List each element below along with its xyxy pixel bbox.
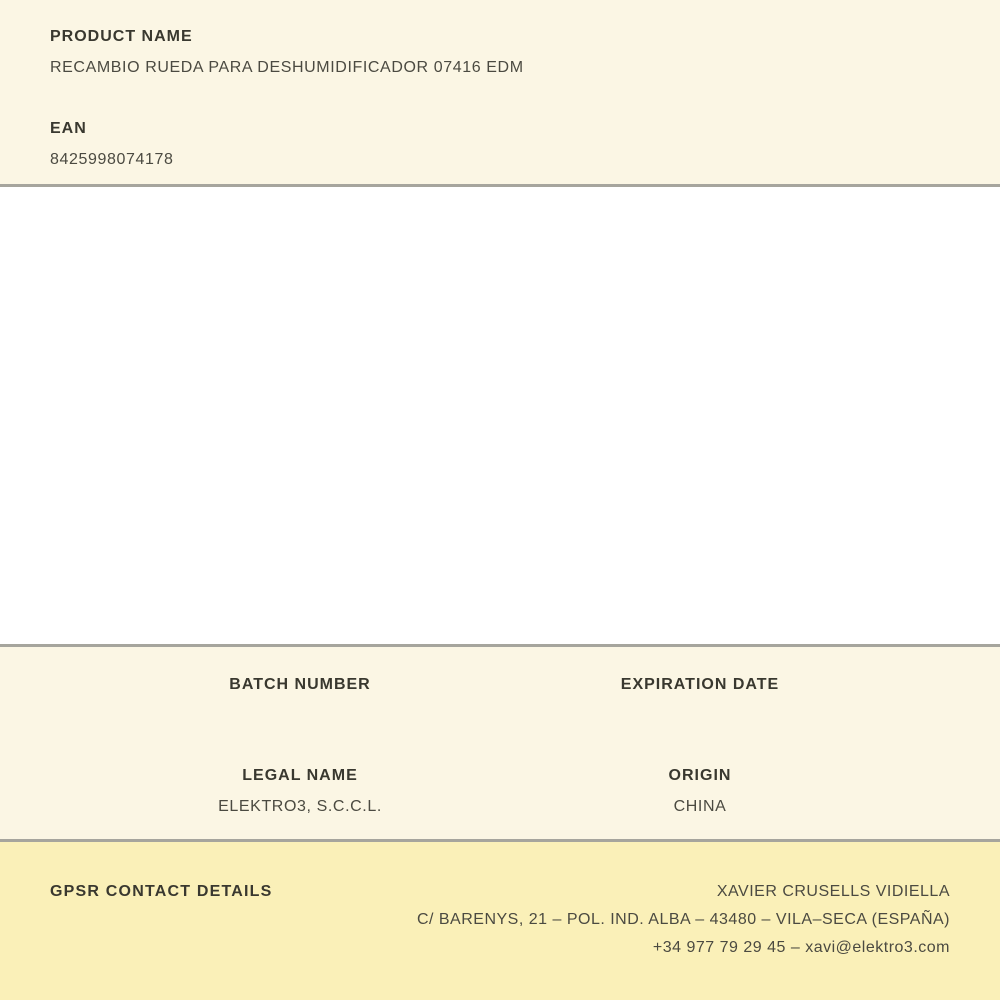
blank-content-area <box>0 187 1000 647</box>
ean-field <box>50 120 950 168</box>
batch-number-label: BATCH NUMBER <box>229 676 371 693</box>
expiration-date-label: EXPIRATION DATE <box>620 676 780 693</box>
contact-name: XAVIER CRUSELLS VIDIELLA <box>716 883 950 900</box>
ean-value: 8425998074178 <box>50 151 174 168</box>
product-header-section <box>0 0 1000 187</box>
product-name-label: PRODUCT NAME <box>50 28 193 45</box>
origin-label: ORIGIN <box>668 767 732 784</box>
expiration-date-field <box>500 676 900 724</box>
gpsr-contact-block <box>417 878 950 962</box>
expiration-date-value <box>500 707 900 724</box>
product-name-value: RECAMBIO RUEDA PARA DESHUMIDIFICADOR 07416 EDM <box>50 59 524 76</box>
contact-address: C/ BARENYS, 21 – POL. IND. ALBA – 43480 – VILA–SECA (ESPAÑA) <box>416 911 950 928</box>
gpsr-contact-section <box>0 842 1000 1000</box>
ean-label: EAN <box>50 120 87 137</box>
legal-name-label: LEGAL NAME <box>242 767 358 784</box>
legal-name-value: ELEKTRO3, S.C.C.L. <box>218 798 382 815</box>
origin-value: CHINA <box>673 798 727 815</box>
legal-name-field <box>100 767 500 815</box>
contact-phone-email: +34 977 79 29 45 – xavi@elektro3.com <box>652 939 950 956</box>
batch-number-value <box>100 707 500 724</box>
origin-field <box>500 767 900 815</box>
gpsr-contact-details-label: GPSR CONTACT DETAILS <box>50 883 273 900</box>
details-grid <box>100 676 900 858</box>
product-details-section <box>0 647 1000 842</box>
batch-number-field <box>100 676 500 724</box>
product-name-field <box>50 28 950 76</box>
